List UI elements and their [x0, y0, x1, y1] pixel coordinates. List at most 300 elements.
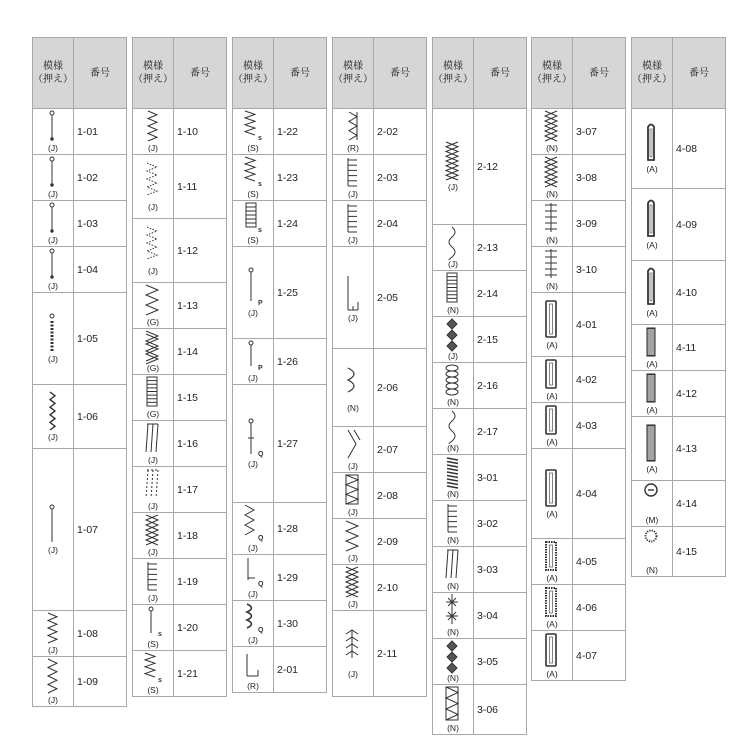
pattern-column-header: 模様 （押え） [333, 38, 374, 109]
slant-stitch-icon [144, 422, 162, 454]
table-header-row [133, 38, 227, 109]
pattern-cell [233, 503, 274, 555]
table-row [532, 109, 626, 155]
table-row [333, 247, 427, 349]
pattern-cell [532, 539, 573, 585]
slant-dots-stitch-icon [144, 468, 162, 500]
pattern-number: 1-14 [174, 329, 227, 375]
pattern-cell [133, 155, 174, 219]
ornament-q-stitch-icon [244, 602, 262, 634]
keyhole-stitch-icon [643, 199, 661, 239]
pattern-number: 4-09 [673, 189, 726, 261]
pattern-number: 2-08 [374, 473, 427, 519]
pattern-number: 1-08 [74, 611, 127, 657]
number-column-header: 番号 [673, 38, 726, 109]
table-row [233, 647, 327, 693]
zigzag-s-stitch-icon [244, 156, 262, 188]
presser-foot-label: (J) [148, 547, 158, 557]
table-row [133, 651, 227, 697]
pattern-number: 2-09 [374, 519, 427, 565]
pattern-number: 3-10 [573, 247, 626, 293]
pattern-cell [433, 317, 474, 363]
pattern-cell [33, 247, 74, 293]
pattern-cell [33, 155, 74, 201]
pattern-cell [433, 501, 474, 547]
feather-stitch-icon [543, 202, 561, 234]
number-column-header: 番号 [374, 38, 427, 109]
bartack-stitch-icon [643, 372, 661, 404]
pattern-column-header: 模様 （押え） [33, 38, 74, 109]
table-row [632, 109, 726, 189]
pattern-column-header: 模様 （押え） [632, 38, 673, 109]
diamonds-stitch-icon [444, 318, 462, 350]
presser-foot-label: (J) [48, 695, 58, 705]
number-column-header: 番号 [474, 38, 527, 109]
pattern-number: 3-08 [573, 155, 626, 201]
pattern-number: 1-16 [174, 421, 227, 467]
pattern-cell [133, 513, 174, 559]
presser-foot-label: (G) [146, 363, 160, 373]
pattern-cell [233, 555, 274, 601]
pattern-cell [133, 109, 174, 155]
presser-foot-label: (N) [447, 305, 459, 315]
table-row [433, 547, 527, 593]
presser-foot-label: (S) [247, 235, 259, 245]
pattern-number: 4-02 [573, 357, 626, 403]
pattern-table-5 [432, 37, 527, 735]
presser-foot-label: (J) [148, 455, 158, 465]
pattern-cell [433, 409, 474, 455]
zigzag-stitch-icon [144, 110, 162, 142]
table-row [33, 449, 127, 611]
zigzag-s-stitch-icon [244, 110, 262, 142]
presser-foot-label: (J) [348, 189, 358, 199]
straight-q-stitch-icon [244, 418, 262, 458]
pattern-number: 1-04 [74, 247, 127, 293]
table-row [233, 601, 327, 647]
pattern-number: 1-27 [274, 385, 327, 503]
pattern-cell [133, 559, 174, 605]
presser-foot-label: (A) [546, 619, 558, 629]
keyhole-stitch-icon [643, 267, 661, 307]
svg-text:Q: Q [258, 451, 264, 458]
pattern-number: 4-12 [673, 371, 726, 417]
wave-stitch-icon [444, 410, 462, 442]
table-row [33, 155, 127, 201]
presser-foot-label: (J) [448, 351, 458, 361]
pattern-number: 4-10 [673, 261, 726, 325]
svg-text:s: s [258, 227, 262, 234]
number-column-header: 番号 [174, 38, 227, 109]
pattern-cell [233, 385, 274, 503]
box-x-stitch-icon [444, 686, 462, 722]
ladder-stitch-icon [444, 272, 462, 304]
pattern-cell [632, 417, 673, 481]
cross-stitch-icon [344, 566, 362, 598]
bartack-stitch-icon [643, 423, 661, 463]
pattern-cell [632, 481, 673, 527]
pattern-cell [233, 601, 274, 647]
table-row [433, 639, 527, 685]
buttonhole-stitch-icon [543, 468, 561, 508]
presser-foot-label: (J) [348, 235, 358, 245]
pattern-number: 1-10 [174, 109, 227, 155]
presser-foot-label: (J) [148, 266, 158, 276]
presser-foot-label: (A) [646, 464, 658, 474]
zigzag-wide-stitch-icon [144, 284, 162, 316]
table-row [433, 317, 527, 363]
svg-text:s: s [158, 677, 162, 684]
presser-foot-label: (J) [448, 259, 458, 269]
presser-foot-label: (J) [248, 308, 258, 318]
table-row [133, 283, 227, 329]
pattern-cell [333, 109, 374, 155]
pattern-number: 1-24 [274, 201, 327, 247]
arrows-stitch-icon [344, 628, 362, 668]
pattern-cell [133, 283, 174, 329]
pattern-number: 1-15 [174, 375, 227, 421]
pattern-cell [532, 247, 573, 293]
pattern-number: 1-03 [74, 201, 127, 247]
pattern-number: 2-01 [274, 647, 327, 693]
table-row [632, 417, 726, 481]
straight-stitch-icon [44, 156, 62, 188]
table-row [233, 339, 327, 385]
presser-foot-label: (J) [48, 432, 58, 442]
zigzag-q-stitch-icon [244, 504, 262, 542]
pattern-number: 3-05 [474, 639, 527, 685]
table-row [133, 513, 227, 559]
pattern-cell [33, 611, 74, 657]
table-row [532, 357, 626, 403]
svg-text:s: s [258, 135, 262, 142]
pattern-number: 3-03 [474, 547, 527, 593]
pattern-table-3 [232, 37, 327, 693]
pattern-table-7 [631, 37, 726, 577]
wave-stitch-icon [444, 226, 462, 258]
presser-foot-label: (N) [447, 723, 459, 733]
svg-text:Q: Q [258, 627, 264, 634]
pattern-cell [433, 271, 474, 317]
pattern-number: 4-08 [673, 109, 726, 189]
edge-stitch-icon [244, 648, 262, 680]
pattern-cell [233, 339, 274, 385]
pattern-cell [333, 155, 374, 201]
table-row [333, 109, 427, 155]
pattern-cell [433, 225, 474, 271]
pattern-cell [333, 473, 374, 519]
table-row [233, 247, 327, 339]
table-row [532, 631, 626, 681]
pattern-cell [233, 247, 274, 339]
pattern-cell [233, 155, 274, 201]
zigzag-stitch-icon [44, 658, 62, 694]
presser-foot-label: (A) [546, 509, 558, 519]
presser-foot-label: (S) [147, 639, 159, 649]
buttonhole-zig-stitch-icon [543, 586, 561, 618]
pattern-table-2 [132, 37, 227, 697]
buttonhole-stitch-icon [543, 404, 561, 436]
zigzag-wide-stitch-icon [344, 520, 362, 552]
pattern-number: 1-30 [274, 601, 327, 647]
number-column-header: 番号 [573, 38, 626, 109]
table-row [33, 201, 127, 247]
pattern-cell [632, 325, 673, 371]
keyhole-stitch-icon [643, 123, 661, 163]
presser-foot-label: (J) [48, 281, 58, 291]
pattern-number: 4-01 [573, 293, 626, 357]
presser-foot-label: (N) [646, 565, 658, 575]
comb-stitch-icon [344, 156, 362, 188]
pattern-number: 1-25 [274, 247, 327, 339]
zigzag-narrow-stitch-icon [44, 391, 62, 431]
table-row [233, 201, 327, 247]
table-row [133, 219, 227, 283]
table-row [433, 363, 527, 409]
table-row [433, 501, 527, 547]
pattern-cell [333, 427, 374, 473]
table-row [133, 155, 227, 219]
pattern-number: 3-07 [573, 109, 626, 155]
pattern-cell [632, 261, 673, 325]
pattern-cell [632, 189, 673, 261]
table-row [133, 605, 227, 651]
table-row [33, 657, 127, 707]
svg-text:P: P [258, 300, 263, 307]
pattern-number: 3-01 [474, 455, 527, 501]
straight-stitch-icon [44, 110, 62, 142]
table-row [532, 539, 626, 585]
pattern-cell [532, 449, 573, 539]
presser-foot-label: (N) [447, 535, 459, 545]
straight-stitch-icon [44, 202, 62, 234]
pattern-number: 4-04 [573, 449, 626, 539]
presser-foot-label: (R) [347, 143, 359, 153]
buttonhole-stitch-icon [543, 632, 561, 668]
pattern-cell [532, 109, 573, 155]
pattern-table-6 [531, 37, 626, 681]
table-row [333, 155, 427, 201]
pattern-number: 2-12 [474, 109, 527, 225]
table-row [133, 375, 227, 421]
presser-foot-label: (J) [348, 599, 358, 609]
presser-foot-label: (J) [248, 635, 258, 645]
table-header-row [433, 38, 527, 109]
pattern-number: 3-02 [474, 501, 527, 547]
pattern-cell [433, 363, 474, 409]
presser-foot-label: (J) [348, 507, 358, 517]
table-row [632, 527, 726, 577]
table-row [233, 155, 327, 201]
presser-foot-label: (J) [48, 143, 58, 153]
chevron-stitch-icon [344, 428, 362, 460]
eyelet-dots-stitch-icon [643, 528, 661, 564]
diamond-x-stitch-icon [444, 141, 462, 181]
presser-foot-label: (A) [646, 240, 658, 250]
table-row [433, 109, 527, 225]
table-row [433, 409, 527, 455]
buttonhole-stitch-icon [543, 358, 561, 390]
presser-foot-label: (J) [48, 189, 58, 199]
cross-stitch-icon [543, 110, 561, 142]
pattern-cell [133, 467, 174, 513]
pattern-number: 4-11 [673, 325, 726, 371]
presser-foot-label: (A) [546, 437, 558, 447]
presser-foot-label: (G) [146, 409, 160, 419]
pattern-number: 1-18 [174, 513, 227, 559]
diamonds-stitch-icon [444, 640, 462, 672]
pattern-number: 1-20 [174, 605, 227, 651]
number-column-header: 番号 [274, 38, 327, 109]
pattern-cell [33, 293, 74, 385]
table-row [133, 421, 227, 467]
pattern-cell [333, 201, 374, 247]
pattern-cell [532, 293, 573, 357]
pattern-number: 3-04 [474, 593, 527, 639]
loops-stitch-icon [444, 364, 462, 396]
presser-foot-label: (S) [247, 143, 259, 153]
pattern-cell [433, 593, 474, 639]
pattern-number: 2-07 [374, 427, 427, 473]
pattern-column-header: 模様 （押え） [133, 38, 174, 109]
pattern-number: 3-09 [573, 201, 626, 247]
table-header-row [632, 38, 726, 109]
pattern-cell [433, 109, 474, 225]
buttonhole-zig-stitch-icon [543, 540, 561, 572]
table-row [433, 455, 527, 501]
pattern-cell [433, 547, 474, 593]
presser-foot-label: (A) [646, 308, 658, 318]
presser-foot-label: (A) [646, 359, 658, 369]
presser-foot-label: (J) [248, 373, 258, 383]
pattern-number: 1-23 [274, 155, 327, 201]
presser-foot-label: (N) [347, 403, 359, 413]
comb-stitch-icon [444, 502, 462, 534]
presser-foot-label: (J) [448, 182, 458, 192]
pattern-cell [532, 155, 573, 201]
presser-foot-label: (A) [546, 391, 558, 401]
pattern-number: 1-22 [274, 109, 327, 155]
pattern-number: 2-17 [474, 409, 527, 455]
pattern-cell [333, 519, 374, 565]
pattern-cell [433, 685, 474, 735]
table-row [632, 189, 726, 261]
pattern-number: 4-05 [573, 539, 626, 585]
presser-foot-label: (N) [546, 281, 558, 291]
table-row [133, 467, 227, 513]
pattern-column-header: 模様 （押え） [433, 38, 474, 109]
pattern-number: 1-07 [74, 449, 127, 611]
pattern-number: 4-15 [673, 527, 726, 577]
pattern-number: 1-05 [74, 293, 127, 385]
zigzag-dots-stitch-icon [144, 225, 162, 265]
straight-s-stitch-icon [144, 606, 162, 638]
pattern-number: 1-19 [174, 559, 227, 605]
pattern-cell [33, 201, 74, 247]
pattern-number: 2-03 [374, 155, 427, 201]
svg-text:Q: Q [258, 535, 264, 542]
presser-foot-label: (J) [248, 459, 258, 469]
presser-foot-label: (A) [646, 405, 658, 415]
double-zigzag-stitch-icon [144, 330, 162, 362]
pattern-cell [233, 109, 274, 155]
pattern-cell [632, 109, 673, 189]
presser-foot-label: (J) [48, 354, 58, 364]
table-row [233, 385, 327, 503]
table-row [632, 325, 726, 371]
presser-foot-label: (J) [248, 543, 258, 553]
pattern-cell [233, 647, 274, 693]
pattern-cell [33, 109, 74, 155]
table-row [33, 109, 127, 155]
presser-foot-label: (N) [546, 235, 558, 245]
table-row [333, 611, 427, 697]
pattern-column-header: 模様 （押え） [532, 38, 573, 109]
zigzag-dots-stitch-icon [144, 161, 162, 201]
presser-foot-label: (N) [546, 189, 558, 199]
presser-foot-label: (R) [247, 681, 259, 691]
straight-p-stitch-icon [244, 267, 262, 307]
table-header-row [532, 38, 626, 109]
stitch-q-stitch-icon [244, 556, 262, 588]
pattern-cell [433, 455, 474, 501]
presser-foot-label: (A) [546, 669, 558, 679]
pattern-column-header: 模様 （押え） [233, 38, 274, 109]
pattern-number: 1-28 [274, 503, 327, 555]
table-row [532, 247, 626, 293]
scallop-stitch-icon [344, 362, 362, 402]
table-header-row [233, 38, 327, 109]
pattern-number: 2-11 [374, 611, 427, 697]
pattern-number: 1-01 [74, 109, 127, 155]
presser-foot-label: (N) [447, 443, 459, 453]
table-row [33, 611, 127, 657]
svg-text:s: s [158, 631, 162, 638]
presser-foot-label: (J) [148, 501, 158, 511]
table-header-row [33, 38, 127, 109]
pattern-cell [532, 201, 573, 247]
presser-foot-label: (J) [348, 461, 358, 471]
pattern-cell [33, 657, 74, 707]
table-row [433, 685, 527, 735]
pattern-number: 3-06 [474, 685, 527, 735]
pattern-cell [133, 329, 174, 375]
presser-foot-label: (M) [645, 515, 659, 525]
straight-stitch-icon [44, 248, 62, 280]
pattern-number: 4-03 [573, 403, 626, 449]
pattern-number: 1-26 [274, 339, 327, 385]
pattern-cell [632, 371, 673, 417]
presser-foot-label: (J) [48, 645, 58, 655]
presser-foot-label: (J) [348, 313, 358, 323]
triple-stitch-icon [44, 313, 62, 353]
presser-foot-label: (S) [147, 685, 159, 695]
table-row [532, 403, 626, 449]
presser-foot-label: (N) [546, 143, 558, 153]
pattern-number: 2-04 [374, 201, 427, 247]
satin-stitch-icon [444, 456, 462, 488]
pattern-number: 1-29 [274, 555, 327, 601]
straight-p-stitch-icon [244, 340, 262, 372]
pattern-number: 2-16 [474, 363, 527, 409]
presser-foot-label: (A) [546, 340, 558, 350]
presser-foot-label: (A) [546, 573, 558, 583]
ladder-stitch-icon [144, 376, 162, 408]
table-row [333, 473, 427, 519]
table-row [233, 503, 327, 555]
pattern-number: 2-02 [374, 109, 427, 155]
pattern-cell [532, 585, 573, 631]
